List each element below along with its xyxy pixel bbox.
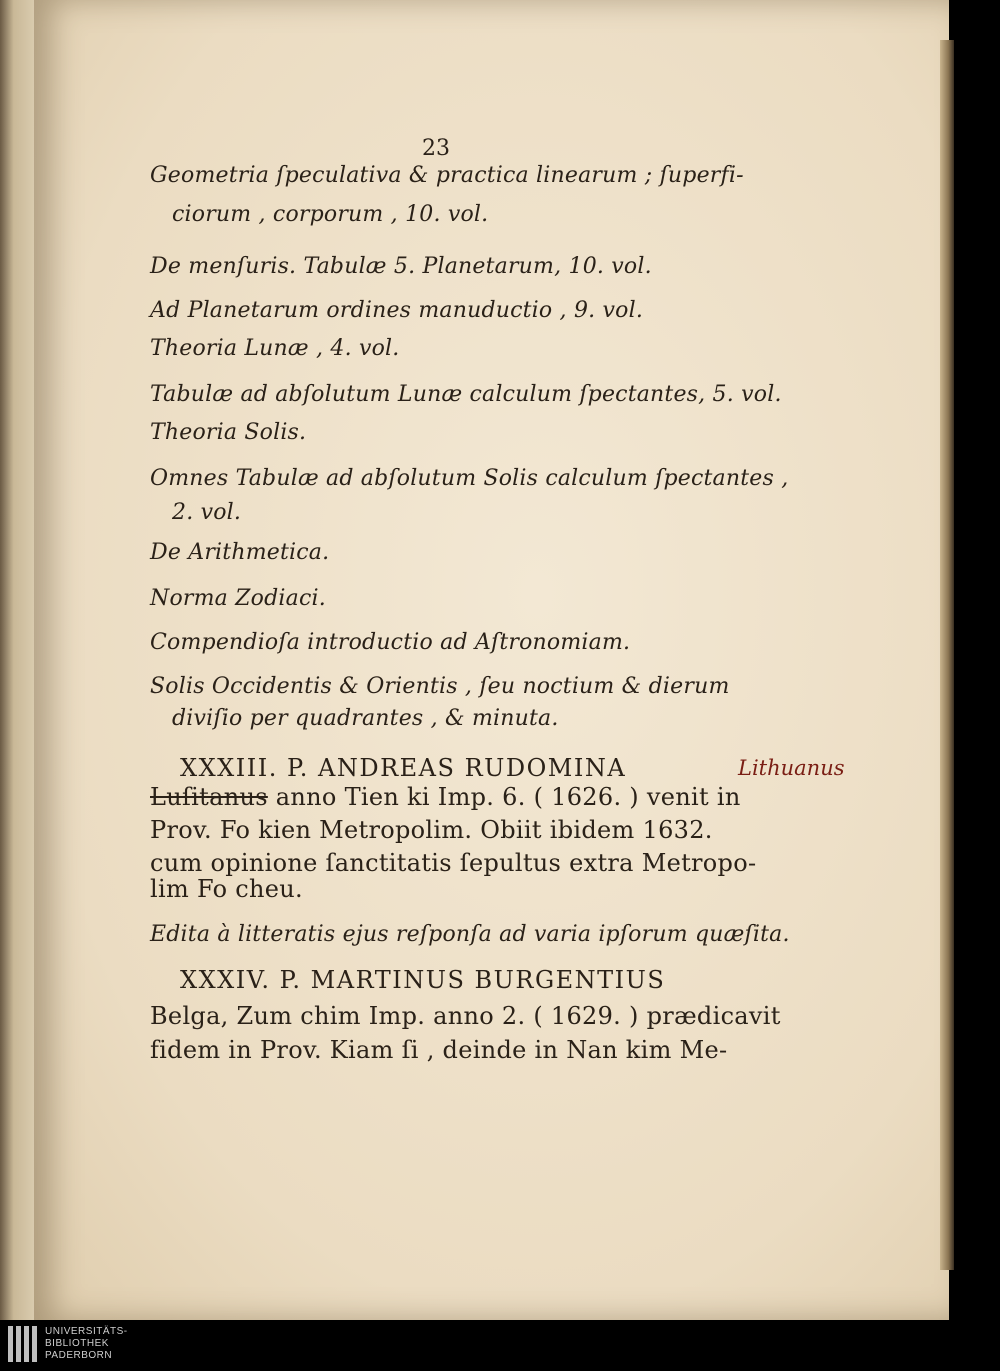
text-line: Compendioſa introductio ad Aſtronomiam. — [150, 630, 631, 655]
handwritten-marginal-note: Lithuanus — [738, 756, 845, 780]
page-number: 23 — [422, 136, 450, 161]
text-line-rest: anno Tien ki Imp. 6. ( 1626. ) venit in — [267, 783, 741, 811]
book-page — [34, 0, 949, 1320]
struck-word: Luſitanus — [150, 783, 268, 811]
text-line: Theoria Solis. — [150, 420, 307, 445]
text-line: diviſio per quadrantes , & minuta. — [172, 706, 559, 731]
text-line: De Arithmetica. — [150, 540, 330, 565]
text-line — [150, 783, 741, 811]
text-line: lim Fo cheu. — [150, 875, 303, 903]
text-line: Norma Zodiaci. — [150, 586, 326, 611]
text-line: Edita à litteratis ejus reſponſa ad varia ipſorum quæſita. — [150, 922, 790, 947]
text-line: Geometria ſpeculativa & practica linearum ; ſuperfi- — [150, 163, 744, 188]
page-stack-edge — [940, 40, 954, 1270]
text-line: cum opinione ſanctitatis ſepultus extra Metropo- — [150, 849, 757, 877]
library-logo-icon — [8, 1326, 37, 1362]
library-logo — [8, 1326, 128, 1362]
section-heading: XXXIV. P. MARTINUS BURGENTIUS — [180, 966, 666, 994]
section-heading: XXXIII. P. ANDREAS RUDOMINA — [180, 754, 627, 782]
library-logo-text: UNIVERSITÄTS- BIBLIOTHEK PADERBORN — [45, 1326, 128, 1361]
text-line: Tabulæ ad abſolutum Lunæ calculum ſpectantes, 5. vol. — [150, 382, 782, 407]
text-line: fidem in Prov. Kiam ſi , deinde in Nan kim Me- — [150, 1036, 728, 1064]
text-line: ciorum , corporum , 10. vol. — [172, 202, 489, 227]
footer-bar — [0, 1320, 1000, 1371]
text-line: De menſuris. Tabulæ 5. Planetarum, 10. vol. — [150, 254, 652, 279]
text-line: 2. vol. — [172, 500, 242, 525]
text-line: Theoria Lunæ , 4. vol. — [150, 336, 400, 361]
text-line: Prov. Fo kien Metropolim. Obiit ibidem 1632. — [150, 816, 713, 844]
text-line: Solis Occidentis & Orientis , ſeu noctium & dierum — [150, 674, 730, 699]
facing-page-edge — [0, 0, 34, 1320]
text-line: Omnes Tabulæ ad abſolutum Solis calculum ſpectantes , — [150, 466, 789, 491]
text-line: Belga, Zum chim Imp. anno 2. ( 1629. ) prædicavit — [150, 1002, 781, 1030]
text-line: Ad Planetarum ordines manuductio , 9. vol. — [150, 298, 644, 323]
